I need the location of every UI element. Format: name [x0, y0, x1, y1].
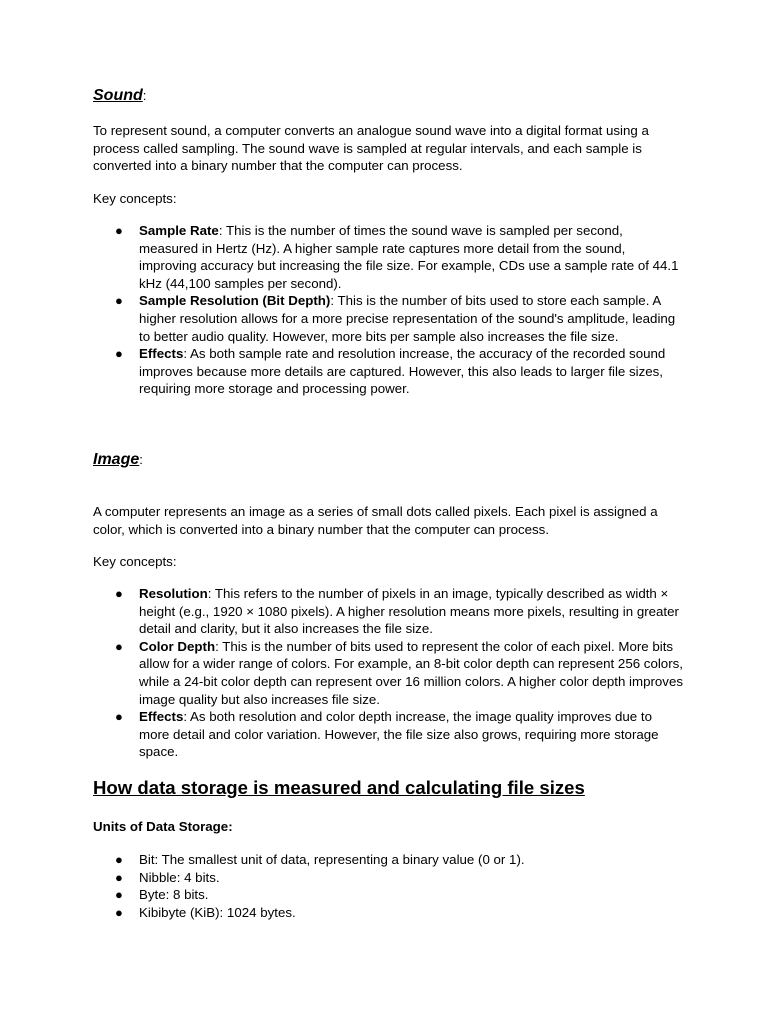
list-item [93, 638, 683, 708]
sound-intro: To represent sound, a computer converts an analogue sound wave into a digital format using a process called sampling. The sound wave is sampled at regular intervals, and each sample is converted into a binary number that the computer can process. [93, 123, 649, 174]
image-intro: A computer represents an image as a series of small dots called pixels. Each pixel is assigned a color, which is converted into a binary number that the computer can process. [93, 504, 658, 537]
list-item [93, 585, 683, 638]
image-heading-colon: : [139, 452, 143, 467]
bullet-icon: ● [115, 887, 123, 903]
bullet-text: : This refers to the number of pixels in an image, typically described as width × height (e.g., 1920 × 1080 pixels). A higher resolution means more pixels, resulting in greater detail and clarity, but it also increases the file size. [139, 586, 679, 637]
bullet-term: Sample Resolution (Bit Depth) [139, 293, 331, 309]
sound-key-concepts: Key concepts: [93, 191, 177, 206]
bullet-term: Color Depth [139, 638, 216, 654]
bullet-text: : This is the number of bits used to store each sample. A higher resolution allows for a more precise representation of the sound's amplitude, leading to better audio quality. However, more bits per sample also increases the file size. [139, 293, 676, 344]
bullet-text: : This is the number of times the sound wave is sampled per second, measured in Hertz (Hz). A higher sample rate captures more detail from the sound, improving accuracy but increasing the file size. For example, CDs use a sample rate of 44.1 kHz (44,100 samples per second). [139, 223, 679, 291]
sound-heading [93, 86, 146, 106]
list-item [93, 292, 683, 345]
list-item [93, 904, 683, 922]
list-item [93, 851, 683, 869]
image-heading-text: Image [93, 451, 140, 468]
bullet-icon: ● [115, 709, 123, 725]
list-item [93, 886, 683, 904]
list-item [93, 869, 683, 887]
bullet-term: Effects [139, 346, 184, 362]
bullet-icon: ● [115, 852, 123, 867]
bullet-text: : This is the number of bits used to represent the color of each pixel. More bits allow for a wider range of colors. For example, an 8-bit color depth can represent 256 colors, while a 24-bit color depth can represent over 16 million colors. A higher color depth improves image quality but also increases file size. [139, 638, 683, 707]
bullet-text: Nibble: 4 bits. [139, 869, 220, 885]
list-item [93, 222, 683, 292]
bullet-text: Bit: The smallest unit of data, representing a binary value (0 or 1). [139, 852, 525, 867]
image-bullet-list [93, 585, 683, 761]
bullet-term: Sample Rate [139, 223, 219, 238]
storage-heading: How data storage is measured and calculating file sizes [93, 777, 585, 798]
image-key-concepts: Key concepts: [93, 554, 177, 569]
bullet-term: Resolution [139, 586, 208, 601]
units-bullet-list [93, 851, 683, 921]
bullet-text: Kibibyte (KiB): 1024 bytes. [139, 904, 296, 920]
bullet-icon: ● [115, 346, 123, 362]
bullet-icon: ● [115, 293, 123, 309]
bullet-icon: ● [115, 223, 123, 238]
bullet-text: Byte: 8 bits. [139, 887, 209, 903]
bullet-term: Effects [139, 709, 184, 725]
sound-heading-colon: : [142, 88, 147, 103]
bullet-icon: ● [115, 904, 123, 920]
bullet-icon: ● [115, 586, 123, 601]
bullet-icon: ● [115, 869, 123, 885]
bullet-text: : As both sample rate and resolution increase, the accuracy of the recorded sound improves because more details are captured. However, this also leads to larger file sizes, requiring more storage and processing power. [139, 346, 666, 397]
bullet-icon: ● [115, 638, 123, 654]
sound-bullet-list [93, 222, 683, 398]
list-item [93, 345, 683, 398]
units-heading: Units of Data Storage: [93, 819, 233, 834]
list-item [93, 708, 683, 761]
image-heading [93, 450, 143, 470]
bullet-text: : As both resolution and color depth increase, the image quality improves due to more detail and color variation. However, the file size also grows, requiring more storage space. [139, 709, 659, 760]
sound-heading-text: Sound [93, 87, 143, 104]
